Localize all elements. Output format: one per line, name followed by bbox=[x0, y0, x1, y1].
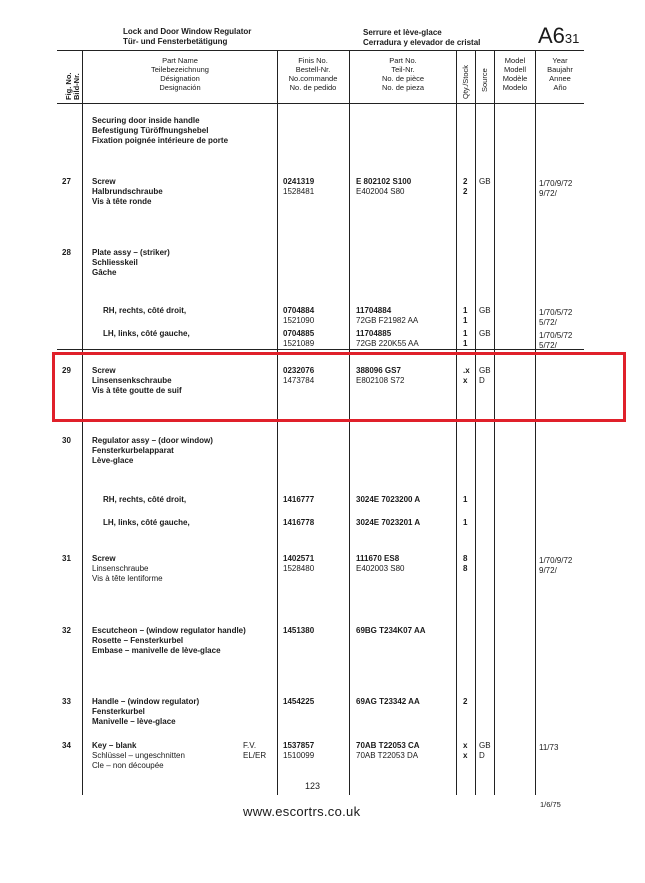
year-value: 9/72/ bbox=[539, 566, 557, 575]
table-top-border bbox=[57, 50, 584, 51]
part-name-line: Lève-glace bbox=[92, 456, 134, 465]
page-code-sub: 31 bbox=[564, 31, 580, 46]
part-name-line: Screw bbox=[92, 177, 116, 186]
part-name-line: Schlüssel – ungeschnitten bbox=[92, 751, 185, 760]
finis-number: 0241319 bbox=[283, 177, 315, 186]
finis-number: 1454225 bbox=[283, 697, 315, 706]
col-header-year bbox=[537, 56, 583, 92]
part-name-line: Halbrundschraube bbox=[92, 187, 163, 196]
fig-number: 32 bbox=[62, 626, 71, 635]
year-fr: Annee bbox=[549, 74, 571, 83]
finis-en: Finis No. bbox=[298, 56, 328, 65]
year-value: 9/72/ bbox=[539, 189, 557, 198]
part-name-line: RH, rechts, côté droit, bbox=[103, 306, 187, 315]
fig-number: 28 bbox=[62, 248, 71, 257]
part-number: E402003 S80 bbox=[356, 564, 405, 573]
part-name-es: Designación bbox=[159, 83, 201, 92]
finis-es: No. de pedido bbox=[289, 83, 337, 92]
fig-number: 29 bbox=[62, 366, 71, 375]
part-name-de: Teilebezeichnung bbox=[151, 65, 209, 74]
col-header-finis-no bbox=[280, 56, 346, 92]
page-code-main: A6 bbox=[538, 23, 565, 48]
finis-number: 1451380 bbox=[283, 626, 315, 635]
table-header-border bbox=[57, 103, 584, 104]
col-divider-part bbox=[456, 50, 457, 795]
part-name-line: Vis à tête goutte de suif bbox=[92, 386, 182, 395]
model-fr: Modèle bbox=[502, 74, 528, 83]
part-name-line: Linsensenkschraube bbox=[92, 376, 172, 385]
part-number: E 802102 S100 bbox=[356, 177, 412, 186]
part-number: E402004 S80 bbox=[356, 187, 405, 196]
qty-value: 1 bbox=[463, 495, 468, 504]
source-value: GB bbox=[479, 329, 491, 338]
col-divider-source bbox=[494, 50, 495, 795]
part-number: 3024E 7023200 A bbox=[356, 495, 421, 504]
part-name-line: Securing door inside handle bbox=[92, 116, 200, 125]
year-value: 5/72/ bbox=[539, 318, 557, 327]
part-number: 72GB F21982 AA bbox=[356, 316, 419, 325]
part-name-line: Manivelle – lève-glace bbox=[92, 717, 176, 726]
part-name-line: Befestigung Türöffnungshebel bbox=[92, 126, 209, 135]
year-value: 1/70/9/72 bbox=[539, 179, 573, 188]
part-number: 3024E 7023201 A bbox=[356, 518, 421, 527]
col-divider-finis bbox=[349, 50, 350, 795]
part-name-fr: Désignation bbox=[160, 74, 200, 83]
part-name-line: Screw bbox=[92, 366, 116, 375]
part-name-line: Regulator assy – (door window) bbox=[92, 436, 213, 445]
source-value: GB bbox=[479, 366, 491, 375]
year-es: Año bbox=[553, 83, 567, 92]
source-value: D bbox=[479, 376, 485, 385]
qty-value: .x bbox=[463, 366, 470, 375]
finis-number: 1510099 bbox=[283, 751, 315, 760]
part-name-line: Linsenschraube bbox=[92, 564, 149, 573]
year-en: Year bbox=[552, 56, 568, 65]
finis-number: 1416777 bbox=[283, 495, 315, 504]
finis-number: 0704885 bbox=[283, 329, 315, 338]
finis-number: 1537857 bbox=[283, 741, 315, 750]
year-value: 5/72/ bbox=[539, 341, 557, 350]
model-de: Modell bbox=[503, 65, 527, 74]
year-de: Baujahr bbox=[547, 65, 573, 74]
source-value: D bbox=[479, 751, 485, 760]
fig-number: 27 bbox=[62, 177, 71, 186]
finis-number: 0232076 bbox=[283, 366, 315, 375]
qty-value: x bbox=[463, 376, 468, 385]
fig-number: 31 bbox=[62, 554, 71, 563]
part-name-en: Part Name bbox=[162, 56, 198, 65]
part-name-line: Vis à tête lentiforme bbox=[92, 574, 163, 583]
part-no-en: Part No. bbox=[389, 56, 417, 65]
fig-number: 30 bbox=[62, 436, 71, 445]
title-fr-es-line1: Serrure et lève-glace bbox=[363, 28, 442, 37]
col-header-model bbox=[496, 56, 534, 92]
part-no-es: No. de pieza bbox=[381, 83, 425, 92]
source-value: GB bbox=[479, 741, 491, 750]
page-number: 123 bbox=[305, 781, 321, 791]
part-variant: F.V. bbox=[243, 741, 257, 750]
qty-value: 1 bbox=[463, 339, 468, 348]
model-en: Model bbox=[504, 56, 526, 65]
part-name-line: Vis à tête ronde bbox=[92, 197, 152, 206]
finis-number: 1521090 bbox=[283, 316, 315, 325]
highlight-box bbox=[52, 352, 626, 422]
qty-value: 2 bbox=[463, 187, 468, 196]
part-number: 69AG T23342 AA bbox=[356, 697, 420, 706]
print-date: 1/6/75 bbox=[540, 800, 561, 809]
finis-number: 1528480 bbox=[283, 564, 315, 573]
col-divider-model bbox=[535, 50, 536, 795]
source-value: GB bbox=[479, 177, 491, 186]
title-fr-es-line2: Cerradura y elevador de cristal bbox=[363, 38, 481, 47]
year-value: 1/70/9/72 bbox=[539, 556, 573, 565]
part-name-line: Key – blank bbox=[92, 741, 137, 750]
finis-number: 1402571 bbox=[283, 554, 315, 563]
part-name-line: Embase – manivelle de lève-glace bbox=[92, 646, 221, 655]
col-header-bild-nr: Bild-Nr. bbox=[72, 73, 81, 100]
col-divider-fig bbox=[82, 50, 83, 795]
source-value: GB bbox=[479, 306, 491, 315]
year-value: 1/70/5/72 bbox=[539, 308, 573, 317]
part-name-line: Escutcheon – (window regulator handle) bbox=[92, 626, 246, 635]
qty-value: 8 bbox=[463, 554, 468, 563]
qty-value: 1 bbox=[463, 316, 468, 325]
year-value: 11/73 bbox=[539, 743, 559, 752]
finis-number: 1521089 bbox=[283, 339, 315, 348]
finis-number: 1528481 bbox=[283, 187, 315, 196]
part-variant: EL/ER bbox=[243, 751, 267, 760]
fig-number: 33 bbox=[62, 697, 71, 706]
part-name-line: Cle – non découpée bbox=[92, 761, 164, 770]
part-name-line: LH, links, côté gauche, bbox=[103, 329, 190, 338]
model-es: Modelo bbox=[502, 83, 528, 92]
part-name-line: Screw bbox=[92, 554, 116, 563]
qty-value: 2 bbox=[463, 697, 468, 706]
qty-value: 2 bbox=[463, 177, 468, 186]
part-number: 70AB T22053 CA bbox=[356, 741, 420, 750]
part-name-line: RH, rechts, côté droit, bbox=[103, 495, 187, 504]
col-header-fig-no: Fig. No. bbox=[64, 72, 73, 100]
qty-value: 1 bbox=[463, 329, 468, 338]
part-name-line: Plate assy – (striker) bbox=[92, 248, 170, 257]
qty-value: x bbox=[463, 751, 468, 760]
part-no-de: Teil-Nr. bbox=[391, 65, 415, 74]
col-header-qty: Qty./Stock bbox=[461, 64, 470, 99]
part-name-line: Handle – (window regulator) bbox=[92, 697, 200, 706]
part-number: 111670 ES8 bbox=[356, 554, 400, 563]
title-en-de-line1: Lock and Door Window Regulator bbox=[123, 27, 252, 36]
fig-number: 34 bbox=[62, 741, 71, 750]
qty-value: x bbox=[463, 741, 468, 750]
col-header-part-no bbox=[352, 56, 454, 92]
col-divider-name bbox=[277, 50, 278, 795]
title-en-de-line2: Tür- und Fensterbetätigung bbox=[123, 37, 228, 46]
part-number: 69BG T234K07 AA bbox=[356, 626, 426, 635]
qty-value: 1 bbox=[463, 306, 468, 315]
finis-number: 0704884 bbox=[283, 306, 315, 315]
part-number: 11704884 bbox=[356, 306, 392, 315]
part-name-line: Fixation poignée intérieure de porte bbox=[92, 136, 229, 145]
finis-fr: No.commande bbox=[288, 74, 338, 83]
col-divider-qty bbox=[475, 50, 476, 795]
col-header-source: Source bbox=[480, 68, 489, 92]
row-separator bbox=[57, 349, 584, 350]
qty-value: 1 bbox=[463, 518, 468, 527]
finis-de: Bestell-Nr. bbox=[295, 65, 331, 74]
part-name-line: Fensterkurbel bbox=[92, 707, 145, 716]
page-code bbox=[538, 24, 579, 51]
qty-value: 8 bbox=[463, 564, 468, 573]
part-name-line: Rosette – Fensterkurbel bbox=[92, 636, 184, 645]
part-name-line: Schliesskeil bbox=[92, 258, 138, 267]
finis-number: 1473784 bbox=[283, 376, 315, 385]
part-no-fr: No. de pièce bbox=[381, 74, 425, 83]
col-header-part-name bbox=[120, 56, 240, 92]
part-number: 11704885 bbox=[356, 329, 392, 338]
website-url: www.escortrs.co.uk bbox=[243, 804, 361, 819]
finis-number: 1416778 bbox=[283, 518, 315, 527]
part-number: 72GB 220K55 AA bbox=[356, 339, 419, 348]
part-number: 388096 GS7 bbox=[356, 366, 401, 375]
part-number: 70AB T22053 DA bbox=[356, 751, 419, 760]
part-number: E802108 S72 bbox=[356, 376, 405, 385]
part-name-line: Fensterkurbelapparat bbox=[92, 446, 174, 455]
year-value: 1/70/5/72 bbox=[539, 331, 573, 340]
part-name-line: LH, links, côté gauche, bbox=[103, 518, 190, 527]
part-name-line: Gâche bbox=[92, 268, 117, 277]
